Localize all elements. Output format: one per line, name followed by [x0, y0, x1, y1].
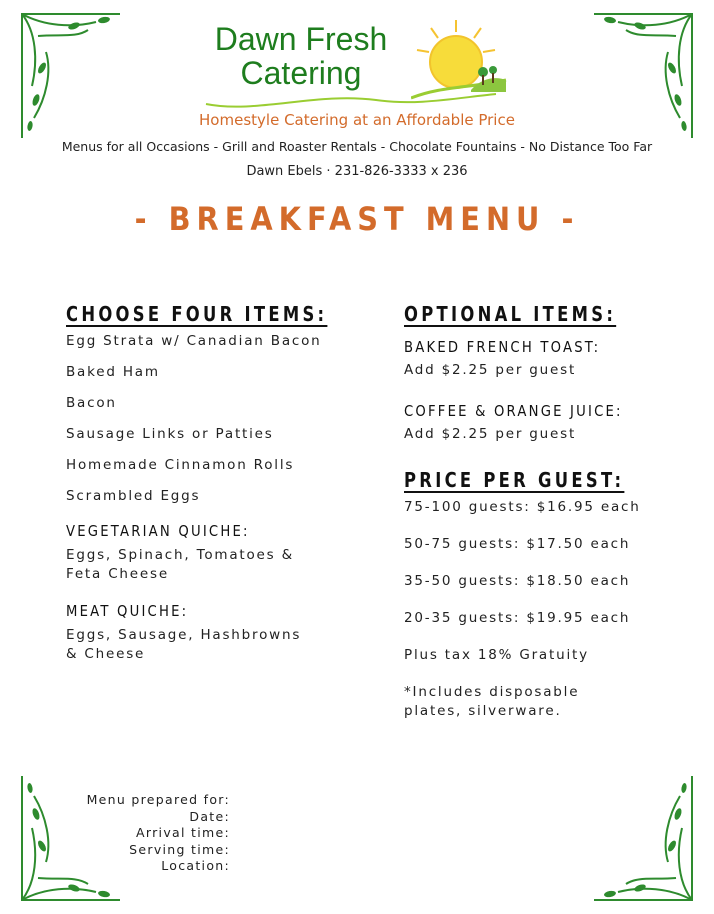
choose-items-list [66, 332, 376, 506]
logo-swoosh [196, 88, 516, 112]
date-label: Date: [189, 808, 230, 824]
choose-items-heading: CHOOSE FOUR ITEMS: [66, 302, 328, 326]
location-label: Location: [161, 858, 230, 873]
serving-time-label: Serving time: [129, 841, 230, 857]
tax-note: Plus tax 18% Gratuity [404, 647, 589, 663]
price-row: 50-75 guests: $17.50 each [404, 536, 631, 552]
optional-items-column [404, 302, 694, 721]
logo-name-line1: Dawn Fresh [214, 21, 388, 57]
list-item: Egg Strata w/ Canadian Bacon [66, 333, 322, 349]
services-line: Menus for all Occasions - Grill and Roaster Rentals - Chocolate Fountains - No Distance Too Far [61, 139, 653, 154]
includes-note-line1: *Includes disposable [404, 684, 580, 700]
price-row: 20-35 guests: $19.95 each [404, 610, 631, 626]
list-item: Baked Ham [66, 364, 160, 380]
french-toast-price: Add $2.25 per guest [404, 362, 577, 378]
logo-name-line2: Catering [240, 55, 362, 91]
list-item: Homemade Cinnamon Rolls [66, 457, 295, 473]
contact-line: Dawn Ebels · 231-826-3333 x 236 [246, 164, 468, 179]
prepared-for-block [60, 792, 230, 875]
meat-quiche-line2: & Cheese [66, 646, 146, 662]
meat-quiche-line1: Eggs, Sausage, Hashbrowns [66, 627, 302, 643]
meat-quiche-heading: MEAT QUICHE: [66, 602, 189, 620]
includes-note-line2: plates, silverware. [404, 703, 562, 719]
optional-items-heading: OPTIONAL ITEMS: [404, 302, 617, 326]
coffee-juice-heading: COFFEE & ORANGE JUICE: [404, 402, 623, 420]
tagline: Homestyle Catering at an Affordable Price [199, 111, 515, 129]
menu-title: - BREAKFAST MENU - [134, 200, 580, 238]
corner-vine-bottom-right [588, 771, 698, 906]
prepared-for-label: Menu prepared for: [86, 792, 230, 807]
choose-items-column [66, 302, 376, 664]
vegetarian-quiche-heading: VEGETARIAN QUICHE: [66, 522, 250, 540]
price-row: 35-50 guests: $18.50 each [404, 573, 631, 589]
arrival-time-label: Arrival time: [136, 825, 230, 840]
vegetarian-quiche-line2: Feta Cheese [66, 566, 169, 582]
french-toast-heading: BAKED FRENCH TOAST: [404, 338, 601, 356]
price-row: 75-100 guests: $16.95 each [404, 499, 641, 515]
company-logo [196, 18, 516, 110]
list-item: Bacon [66, 395, 117, 411]
list-item: Scrambled Eggs [66, 488, 201, 504]
price-per-guest-heading: PRICE PER GUEST: [404, 468, 625, 492]
list-item: Sausage Links or Patties [66, 426, 274, 442]
vegetarian-quiche-line1: Eggs, Spinach, Tomatoes & [66, 547, 294, 563]
coffee-juice-price: Add $2.25 per guest [404, 426, 577, 442]
logo-text [196, 22, 406, 90]
